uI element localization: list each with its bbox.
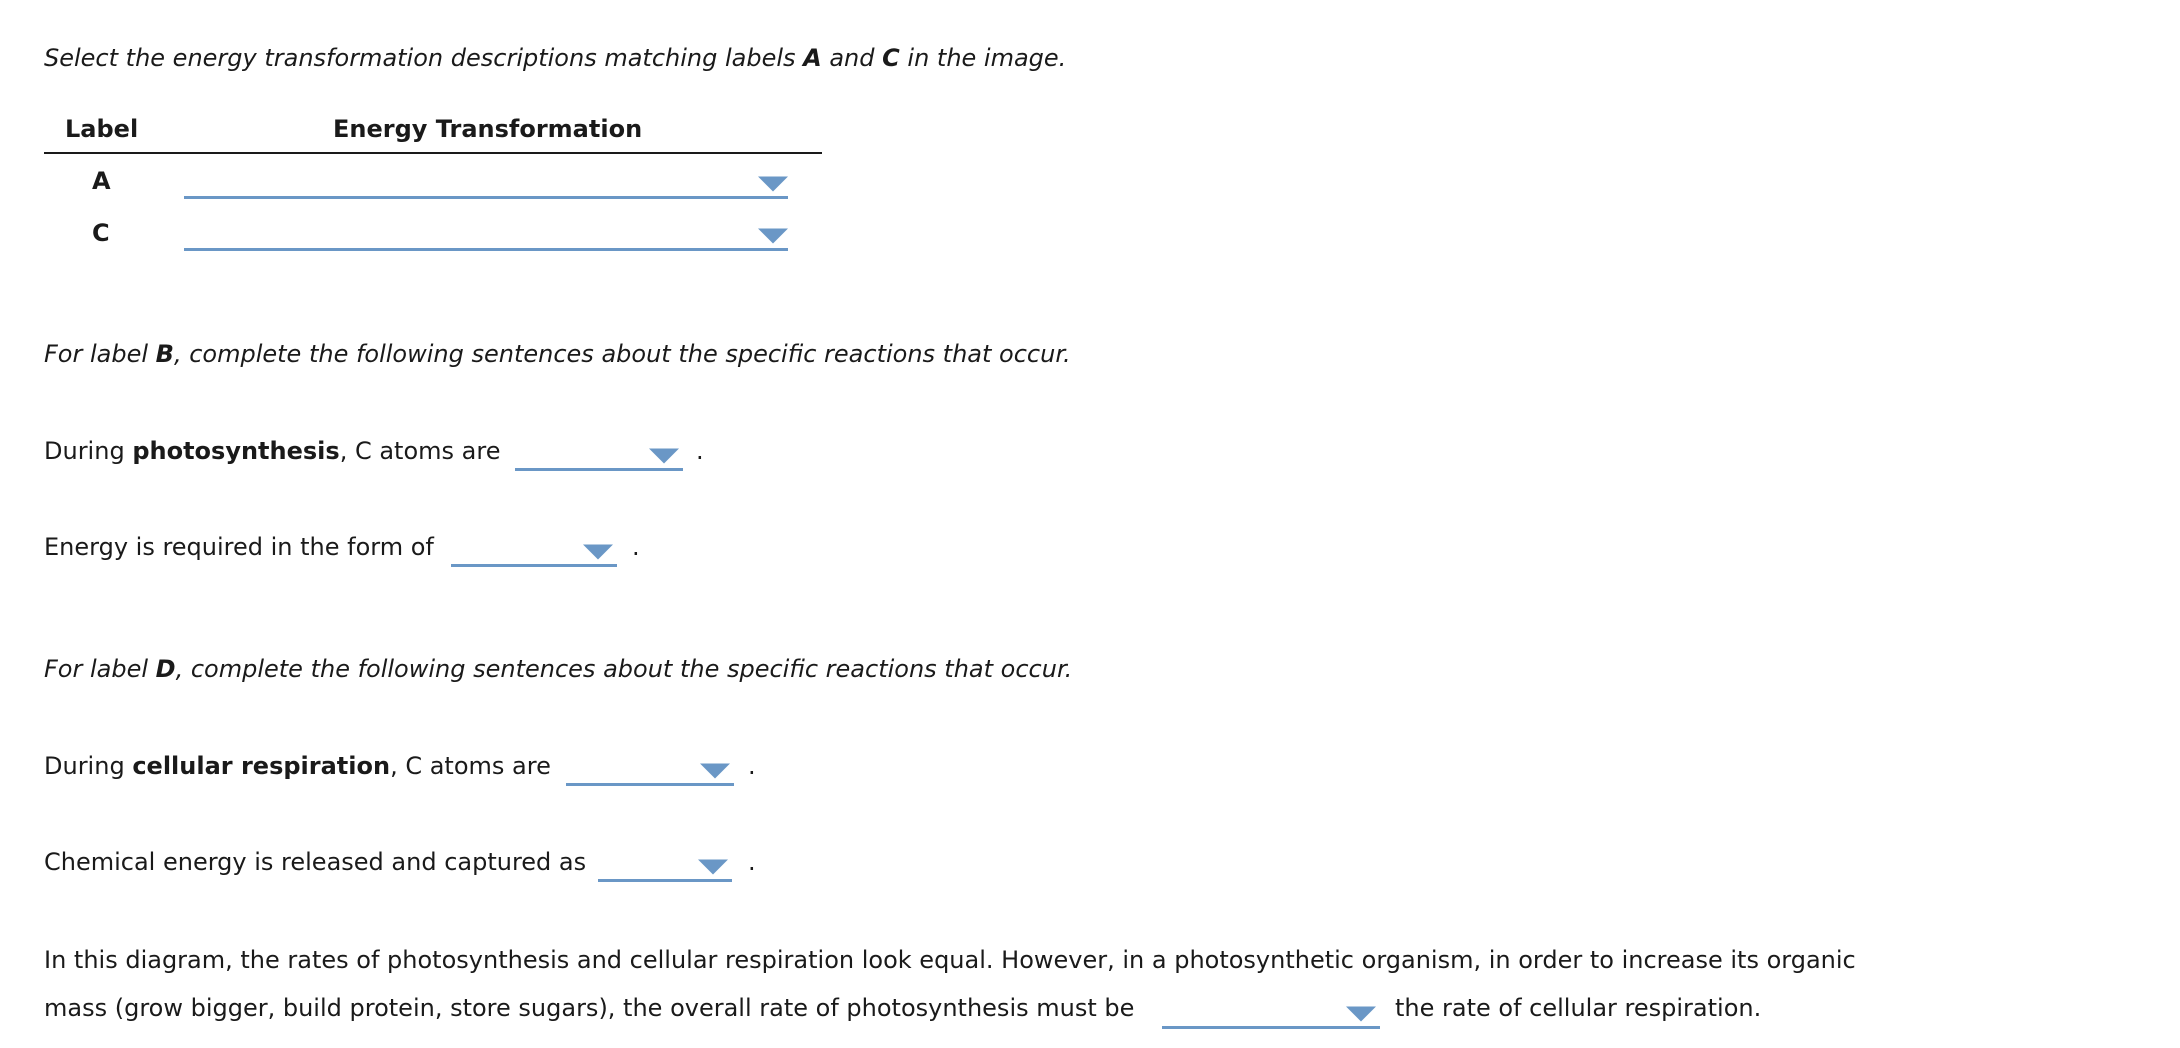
table-header-rule <box>44 152 822 154</box>
section-b-heading <box>44 340 1071 368</box>
section-b-s1-end: . <box>696 437 704 465</box>
intro-and: and <box>821 44 883 72</box>
section-d-s1-end: . <box>748 752 756 780</box>
section-b-sentence-1 <box>44 437 500 465</box>
respiration-energy-dropdown[interactable] <box>598 849 732 882</box>
section-b-prefix: For label <box>44 340 156 368</box>
respiration-carbon-dropdown[interactable] <box>566 753 734 786</box>
intro-suffix: in the image. <box>899 44 1067 72</box>
chevron-down-icon <box>758 229 788 244</box>
energy-transformation-dropdown-c[interactable] <box>184 218 788 251</box>
section-d-s1-rest: , C atoms are <box>390 752 551 780</box>
photosynthesis-rate-dropdown[interactable] <box>1162 996 1380 1029</box>
section-d-prefix: For label <box>44 655 156 683</box>
final-paragraph-line-2-prefix: mass (grow bigger, build protein, store sugars), the overall rate of photosynthesis must be <box>44 994 1135 1022</box>
intro-label-a: A <box>803 44 822 72</box>
section-d-s1-prefix: During <box>44 752 133 780</box>
table-row-label-c: C <box>92 219 110 247</box>
section-d-sentence-1 <box>44 752 551 780</box>
section-d-s1-bold: cellular respiration <box>132 752 391 780</box>
section-d-suffix: , complete the following sentences about the specific reactions that occur. <box>175 655 1073 683</box>
intro-instruction <box>44 44 1066 72</box>
section-b-s1-bold: photosynthesis <box>132 437 340 465</box>
section-d-s2-end: . <box>748 848 756 876</box>
intro-prefix: Select the energy transformation descriptions matching labels <box>44 44 804 72</box>
photosynthesis-carbon-dropdown[interactable] <box>515 438 683 471</box>
section-b-s2-end: . <box>632 533 640 561</box>
table-header-label: Label <box>65 115 139 143</box>
table-header-energy: Energy Transformation <box>333 115 643 143</box>
chevron-down-icon <box>583 545 613 560</box>
final-paragraph-line-2-suffix: the rate of cellular respiration. <box>1395 994 1762 1022</box>
chevron-down-icon <box>698 860 728 875</box>
section-b-sentence-2: Energy is required in the form of <box>44 533 434 561</box>
intro-label-c: C <box>882 44 900 72</box>
section-b-s1-rest: , C atoms are <box>339 437 501 465</box>
final-paragraph-line-1: In this diagram, the rates of photosynthesis and cellular respiration look equal. However, in a photosynthetic organism, in order to increase its organic <box>44 946 1856 974</box>
energy-transformation-dropdown-a[interactable] <box>184 166 788 199</box>
section-d-label: D <box>155 655 176 683</box>
section-b-s1-prefix: During <box>44 437 133 465</box>
section-b-suffix: , complete the following sentences about the specific reactions that occur. <box>173 340 1071 368</box>
photosynthesis-energy-dropdown[interactable] <box>451 534 617 567</box>
chevron-down-icon <box>700 764 730 779</box>
chevron-down-icon <box>1346 1007 1376 1022</box>
chevron-down-icon <box>758 177 788 192</box>
section-d-sentence-2: Chemical energy is released and captured as <box>44 848 587 876</box>
section-d-heading <box>44 655 1072 683</box>
table-row-label-a: A <box>92 167 111 195</box>
section-b-label: B <box>155 340 174 368</box>
chevron-down-icon <box>649 449 679 464</box>
